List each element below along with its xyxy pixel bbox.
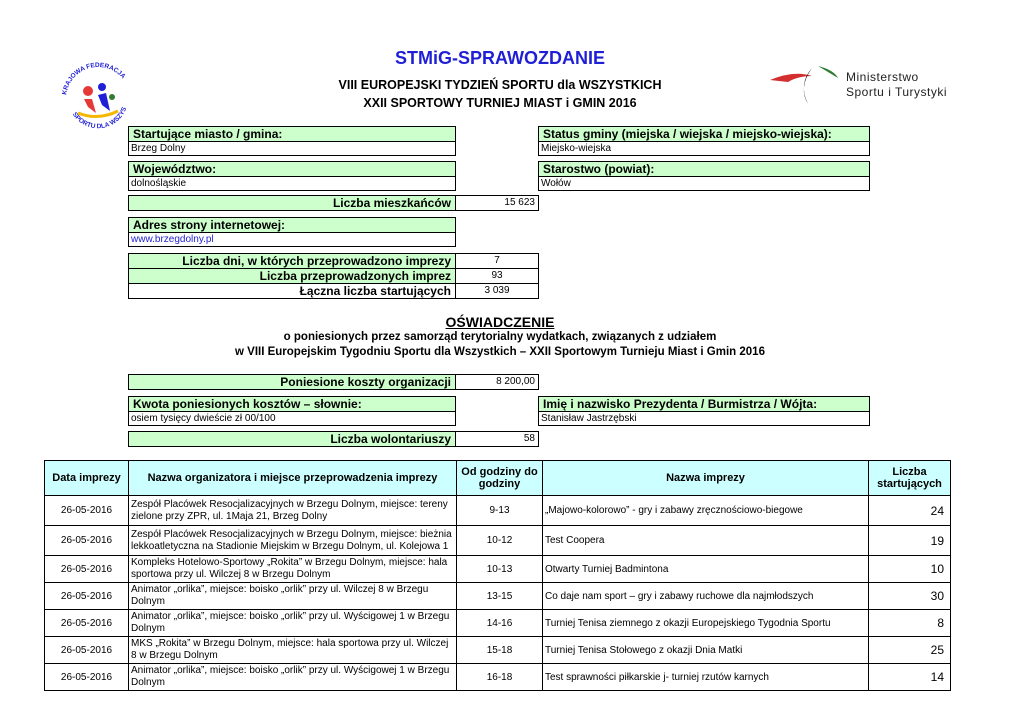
cell-date: 26-05-2016 <box>45 610 129 637</box>
city-value: Brzeg Dolny <box>128 142 456 156</box>
costs-words-label: Kwota poniesionych kosztów – słownie: <box>128 396 456 412</box>
page-title: STMiG-SPRAWOZDANIE <box>395 48 605 68</box>
cell-participants: 14 <box>869 664 951 691</box>
table-row <box>45 610 951 637</box>
voivodeship-value: dolnośląskie <box>128 177 456 191</box>
voivodeship-label: Województwo: <box>128 161 456 177</box>
costs-words-value: osiem tysięcy dwieście zł 00/100 <box>128 412 456 426</box>
participants-label: Łączna liczba startujących <box>128 283 456 299</box>
cell-participants: 25 <box>869 637 951 664</box>
cell-event-name: Otwarty Turniej Badmintona <box>543 556 869 583</box>
cell-date: 26-05-2016 <box>45 583 129 610</box>
cell-organizer: Kompleks Hotelowo-Sportowy „Rokita” w Brzegu Dolnym, miejsce: hala sportowa przy ul. Wilczej 8 w Brzegu Dolnym <box>129 556 457 583</box>
days-label: Liczba dni, w których przeprowadzono imprezy <box>128 253 456 269</box>
status-label: Status gminy (miejska / wiejska / miejsko-wiejska): <box>538 126 870 142</box>
event-subtitle-2: XXII SPORTOWY TURNIEJ MIAST i GMIN 2016 <box>363 96 637 110</box>
city-label: Startujące miasto / gmina: <box>128 126 456 142</box>
events-label: Liczba przeprowadzonych imprez <box>128 268 456 284</box>
cell-event-name: Turniej Tenisa ziemnego z okazji Europejskiego Tygodnia Sportu <box>543 610 869 637</box>
svg-text:KRAJOWA FEDERACJA: KRAJOWA FEDERACJA <box>61 61 127 96</box>
cell-event-name: Co daje nam sport – gry i zabawy ruchowe dla najmłodszych <box>543 583 869 610</box>
header-hours: Od godziny do godziny <box>457 461 543 496</box>
status-value: Miejsko-wiejska <box>538 142 870 156</box>
header-participants: Liczba startujących <box>869 461 951 496</box>
cell-organizer: Zespół Placówek Resocjalizacyjnych w Brzegu Dolnym, miejsce: tereny zielone przy ZPR, ul. 1Maja 21, Brzeg Dolny <box>129 496 457 526</box>
volunteers-value: 58 <box>455 431 539 447</box>
table-row <box>45 664 951 691</box>
cell-event-name: „Majowo-kolorowo” - gry i zabawy zręcznościowo-biegowe <box>543 496 869 526</box>
cell-hours: 14-16 <box>457 610 543 637</box>
cell-hours: 10-13 <box>457 556 543 583</box>
ministry-name-line1: Ministerstwo <box>846 70 919 84</box>
table-row <box>45 583 951 610</box>
cell-hours: 16-18 <box>457 664 543 691</box>
ministry-name-line2: Sportu i Turystyki <box>846 85 948 99</box>
cell-participants: 8 <box>869 610 951 637</box>
table-row <box>45 526 951 556</box>
cell-organizer: Animator „orlika”, miejsce: boisko „orlik” przy ul. Wyścigowej 1 w Brzegu Dolnym <box>129 610 457 637</box>
cell-hours: 15-18 <box>457 637 543 664</box>
header-date: Data imprezy <box>45 461 129 496</box>
cell-date: 26-05-2016 <box>45 664 129 691</box>
header-organizer: Nazwa organizatora i miejsce przeprowadzenia imprezy <box>129 461 457 496</box>
cell-date: 26-05-2016 <box>45 526 129 556</box>
svg-text:SPORTU DLA WSZYSTKICH: SPORTU DLA WSZYS <box>70 106 129 131</box>
declaration-line1: o poniesionych przez samorząd terytorialny wydatkach, związanych z udziałem <box>283 331 717 343</box>
volunteers-label: Liczba wolontariuszy <box>128 431 456 447</box>
cell-event-name: Turniej Tenisa Stołowego z okazji Dnia Matki <box>543 637 869 664</box>
residents-label: Liczba mieszkańców <box>128 195 456 211</box>
header-event-name: Nazwa imprezy <box>543 461 869 496</box>
website-label: Adres strony internetowej: <box>128 217 456 233</box>
event-subtitle-1: VIII EUROPEJSKI TYDZIEŃ SPORTU dla WSZYSTKICH <box>338 78 662 92</box>
cell-participants: 30 <box>869 583 951 610</box>
cell-date: 26-05-2016 <box>45 556 129 583</box>
declaration-line2: w VIII Europejskim Tygodniu Sportu dla Wszystkich – XXII Sportowym Turnieju Miast i Gmin 2016 <box>235 346 765 358</box>
costs-label: Poniesione koszty organizacji <box>128 374 456 390</box>
table-header-row <box>45 461 951 496</box>
cell-date: 26-05-2016 <box>45 637 129 664</box>
table-row <box>45 496 951 526</box>
cell-hours: 13-15 <box>457 583 543 610</box>
cell-organizer: Animator „orlika”, miejsce: boisko „orlik” przy ul. Wyścigowej 1 w Brzegu Dolnym <box>129 664 457 691</box>
cell-event-name: Test Coopera <box>543 526 869 556</box>
cell-hours: 9-13 <box>457 496 543 526</box>
days-value: 7 <box>455 253 539 269</box>
county-label: Starostwo (powiat): <box>538 161 870 177</box>
cell-hours: 10-12 <box>457 526 543 556</box>
costs-value: 8 200,00 <box>455 374 539 390</box>
cell-organizer: MKS „Rokita” w Brzegu Dolnym, miejsce: hala sportowa przy ul. Wilczej 8 w Brzegu Dolnym <box>129 637 457 664</box>
events-table <box>44 460 951 691</box>
participants-value: 3 039 <box>455 283 539 299</box>
residents-value: 15 623 <box>455 195 539 211</box>
cell-event-name: Test sprawności piłkarskie j- turniej rzutów karnych <box>543 664 869 691</box>
website-link[interactable]: www.brzegdolny.pl <box>128 233 456 247</box>
cell-participants: 10 <box>869 556 951 583</box>
declaration-title: OŚWIADCZENIE <box>445 314 555 330</box>
mayor-label: Imię i nazwisko Prezydenta / Burmistrza / Wójta: <box>538 396 870 412</box>
cell-organizer: Animator „orlika”, miejsce: boisko „orlik” przy ul. Wilczej 8 w Brzegu Dolnym <box>129 583 457 610</box>
cell-date: 26-05-2016 <box>45 496 129 526</box>
table-row <box>45 556 951 583</box>
cell-organizer: Zespół Placówek Resocjalizacyjnych w Brzegu Dolnym, miejsce: bieżnia lekkoatletyczna na Stadionie Miejskim w Brzegu Dolnym, ul. Kolejowa 1 <box>129 526 457 556</box>
county-value: Wołów <box>538 177 870 191</box>
cell-participants: 24 <box>869 496 951 526</box>
mayor-value: Stanisław Jastrzębski <box>538 412 870 426</box>
events-value: 93 <box>455 268 539 284</box>
cell-participants: 19 <box>869 526 951 556</box>
table-row <box>45 637 951 664</box>
